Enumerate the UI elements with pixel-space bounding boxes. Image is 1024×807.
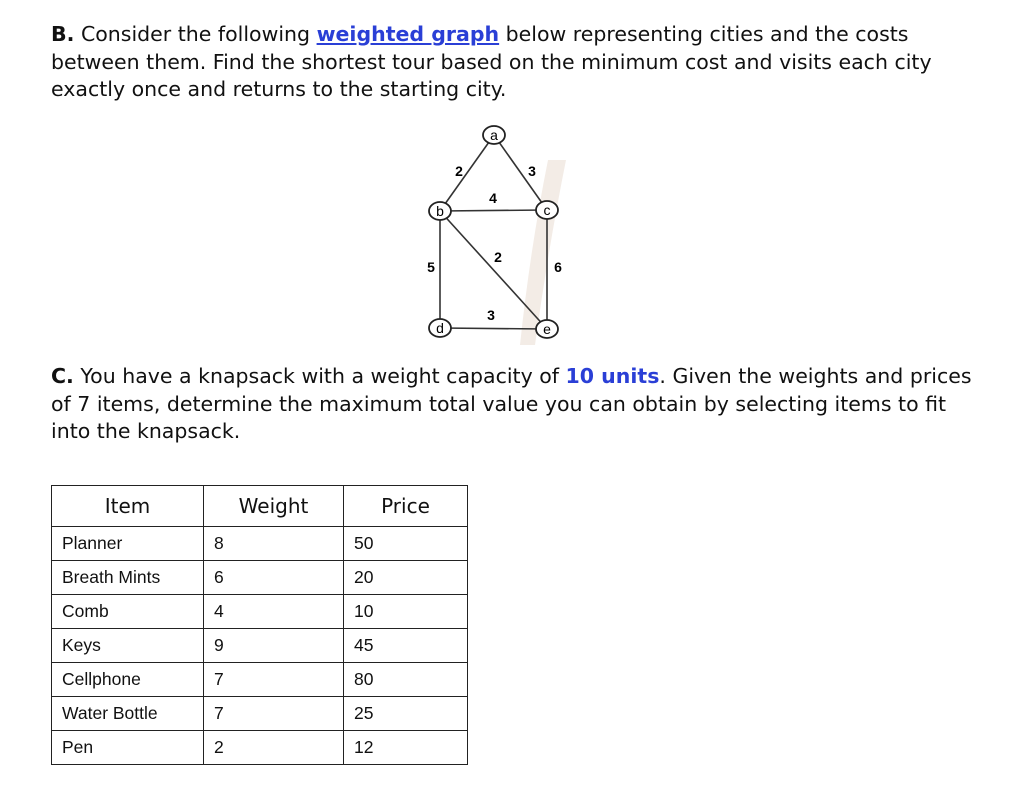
edge-weight-label: 6 [554, 259, 562, 275]
node-label: c [543, 202, 551, 218]
edge-weight-label: 2 [494, 249, 502, 265]
edge-weight-label: 2 [455, 163, 463, 179]
cell-price: 12 [344, 731, 468, 765]
edge-a-b [440, 135, 494, 211]
edge-weight-label: 3 [487, 307, 495, 323]
cell-weight: 6 [204, 561, 344, 595]
cell-weight: 4 [204, 595, 344, 629]
question-c-text-after: . Given the weights and prices of 7 items, determine the maximum total value you can obtain by selecting items to fit into the knapsack. [51, 364, 972, 443]
question-c-text: You have a knapsack with a weight capacity of [73, 364, 566, 388]
edge-weight-label: 5 [427, 259, 435, 275]
cell-price: 45 [344, 629, 468, 663]
watermark-shape [520, 160, 566, 345]
node-label: e [543, 321, 551, 337]
cell-price: 10 [344, 595, 468, 629]
node-label: b [436, 203, 444, 219]
cell-weight: 9 [204, 629, 344, 663]
cell-item: Comb [52, 595, 204, 629]
weighted-graph-link[interactable]: weighted graph [316, 22, 500, 46]
table-row [52, 527, 468, 561]
cell-item: Cellphone [52, 663, 204, 697]
table-row [52, 697, 468, 731]
node-label: d [436, 320, 444, 336]
edge-weight-label: 4 [489, 190, 497, 206]
cell-weight: 7 [204, 663, 344, 697]
knapsack-table [51, 485, 468, 765]
cell-item: Planner [52, 527, 204, 561]
header-price: Price [344, 486, 468, 527]
table-row [52, 629, 468, 663]
edge-b-c [440, 210, 547, 211]
cell-price: 25 [344, 697, 468, 731]
edge-a-c [494, 135, 547, 210]
table-row [52, 663, 468, 697]
question-c-label: C. [51, 364, 74, 388]
node-label: a [490, 127, 498, 143]
table-row [52, 595, 468, 629]
cell-item: Water Bottle [52, 697, 204, 731]
question-c [51, 363, 976, 446]
edge-d-e [440, 328, 547, 329]
question-b-text-after: below representing cities and the costs between them. Find the shortest tour based on the minimum cost and visits each city exactly once and returns to the starting city. [51, 22, 932, 101]
cell-item: Keys [52, 629, 204, 663]
header-weight: Weight [204, 486, 344, 527]
edge-weight-label: 3 [528, 163, 536, 179]
cell-weight: 2 [204, 731, 344, 765]
capacity-value: 10 units [565, 364, 660, 388]
cell-price: 80 [344, 663, 468, 697]
cell-item: Pen [52, 731, 204, 765]
cell-weight: 8 [204, 527, 344, 561]
table-header-row [52, 486, 468, 527]
cell-price: 50 [344, 527, 468, 561]
table-row [52, 561, 468, 595]
cell-weight: 7 [204, 697, 344, 731]
cell-item: Breath Mints [52, 561, 204, 595]
question-b-text: Consider the following [74, 22, 317, 46]
table-row [52, 731, 468, 765]
question-b-label: B. [51, 22, 75, 46]
header-item: Item [52, 486, 204, 527]
cell-price: 20 [344, 561, 468, 595]
